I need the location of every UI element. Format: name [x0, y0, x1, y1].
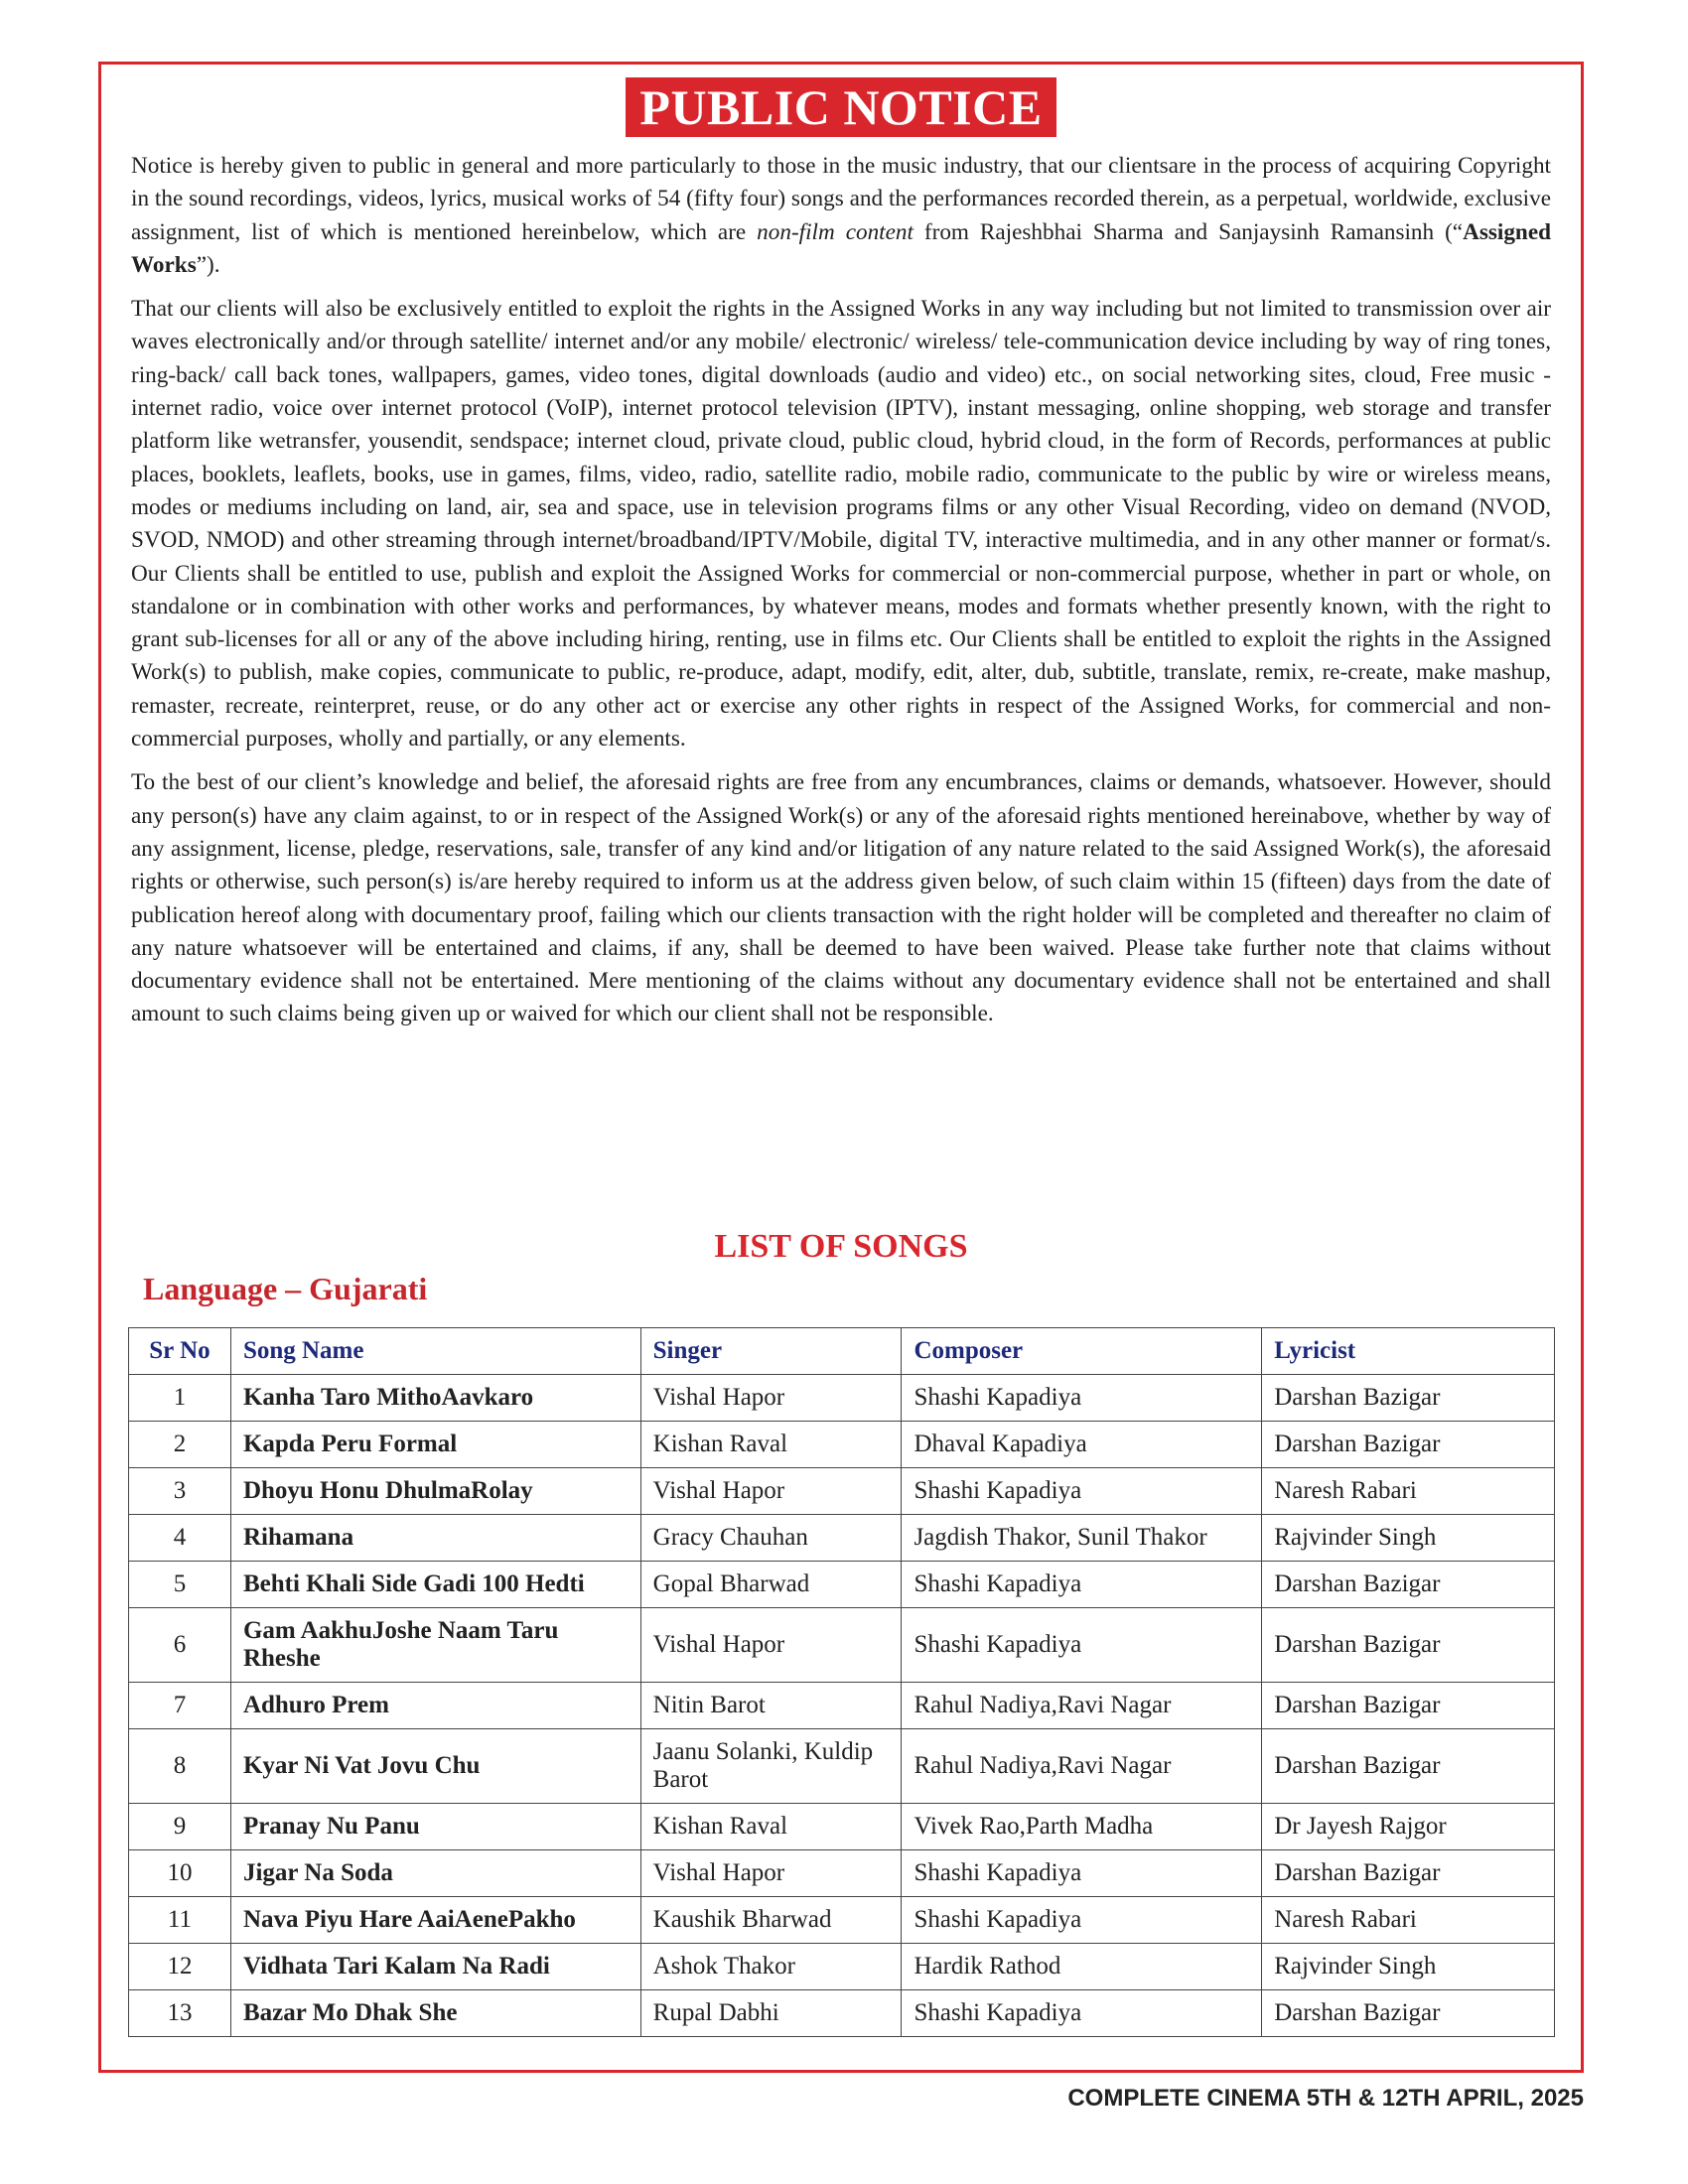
cell-song-name: Kyar Ni Vat Jovu Chu [230, 1729, 640, 1804]
cell-song-name: Adhuro Prem [230, 1683, 640, 1729]
cell-lyricist: Dr Jayesh Rajgor [1262, 1804, 1555, 1850]
cell-composer: Shashi Kapadiya [902, 1608, 1262, 1683]
cell-singer: Gracy Chauhan [640, 1515, 902, 1562]
cell-sr-no: 6 [129, 1608, 231, 1683]
header-composer: Composer [902, 1328, 1262, 1375]
cell-composer: Shashi Kapadiya [902, 1850, 1262, 1897]
cell-singer: Jaanu Solanki, Kuldip Barot [640, 1729, 902, 1804]
cell-composer: Vivek Rao,Parth Madha [902, 1804, 1262, 1850]
header-lyricist: Lyricist [1262, 1328, 1555, 1375]
cell-lyricist: Naresh Rabari [1262, 1897, 1555, 1944]
cell-singer: Vishal Hapor [640, 1468, 902, 1515]
cell-song-name: Nava Piyu Hare AaiAenePakho [230, 1897, 640, 1944]
cell-singer: Kishan Raval [640, 1804, 902, 1850]
paragraph-1-text-b: from Rajeshbhai Sharma and Sanjaysinh Ramansinh (“ [913, 218, 1464, 245]
cell-singer: Kishan Raval [640, 1422, 902, 1468]
cell-singer: Vishal Hapor [640, 1375, 902, 1422]
notice-frame [98, 62, 1584, 2073]
cell-composer: Jagdish Thakor, Sunil Thakor [902, 1515, 1262, 1562]
table-row [129, 1944, 1555, 1990]
table-row [129, 1729, 1555, 1804]
publication-footer: COMPLETE CINEMA 5TH & 12TH APRIL, 2025 [1067, 2085, 1584, 2112]
cell-song-name: Pranay Nu Panu [230, 1804, 640, 1850]
table-header-row [129, 1328, 1555, 1375]
table-row [129, 1375, 1555, 1422]
paragraph-1-text-c: ”). [196, 251, 220, 278]
cell-lyricist: Darshan Bazigar [1262, 1375, 1555, 1422]
songs-table [128, 1327, 1555, 2037]
table-row [129, 1562, 1555, 1608]
table-row [129, 1422, 1555, 1468]
notice-body [131, 150, 1551, 1031]
cell-singer: Gopal Bharwad [640, 1562, 902, 1608]
cell-singer: Rupal Dabhi [640, 1990, 902, 2037]
cell-song-name: Vidhata Tari Kalam Na Radi [230, 1944, 640, 1990]
cell-singer: Vishal Hapor [640, 1608, 902, 1683]
cell-sr-no: 10 [129, 1850, 231, 1897]
cell-composer: Shashi Kapadiya [902, 1897, 1262, 1944]
paragraph-1-italic: non-film content [757, 218, 914, 245]
notice-paragraph-1 [131, 150, 1551, 282]
cell-song-name: Gam AakhuJoshe Naam Taru Rheshe [230, 1608, 640, 1683]
cell-sr-no: 1 [129, 1375, 231, 1422]
cell-song-name: Bazar Mo Dhak She [230, 1990, 640, 2037]
cell-sr-no: 3 [129, 1468, 231, 1515]
paragraph-1-bold: Assigned Works [131, 218, 1552, 278]
table-row [129, 1897, 1555, 1944]
table-row [129, 1468, 1555, 1515]
cell-singer: Kaushik Bharwad [640, 1897, 902, 1944]
language-heading: Language – Gujarati [143, 1271, 428, 1306]
cell-song-name: Kanha Taro MithoAavkaro [230, 1375, 640, 1422]
header-song-name: Song Name [230, 1328, 640, 1375]
cell-composer: Shashi Kapadiya [902, 1375, 1262, 1422]
cell-lyricist: Darshan Bazigar [1262, 1608, 1555, 1683]
cell-sr-no: 4 [129, 1515, 231, 1562]
table-row [129, 1683, 1555, 1729]
cell-sr-no: 13 [129, 1990, 231, 2037]
cell-lyricist: Darshan Bazigar [1262, 1683, 1555, 1729]
cell-sr-no: 5 [129, 1562, 231, 1608]
notice-title: PUBLIC NOTICE [626, 77, 1055, 137]
table-row [129, 1608, 1555, 1683]
cell-composer: Dhaval Kapadiya [902, 1422, 1262, 1468]
cell-song-name: Jigar Na Soda [230, 1850, 640, 1897]
cell-composer: Shashi Kapadiya [902, 1562, 1262, 1608]
cell-singer: Vishal Hapor [640, 1850, 902, 1897]
paragraph-1-text-a: Notice is hereby given to public in general and more particularly to those in the music industry, that our clientsare in the process of acquiring Copyright in the sound recordings, videos, lyrics, musical works of 54 (fifty four) songs and the performances recorded therein, as a perpetual, worldwide, exclusive assignment, list of which is mentioned hereinbelow, which are [131, 153, 1551, 245]
cell-lyricist: Naresh Rabari [1262, 1468, 1555, 1515]
cell-song-name: Behti Khali Side Gadi 100 Hedti [230, 1562, 640, 1608]
table-row [129, 1804, 1555, 1850]
list-of-songs-heading: LIST OF SONGS [714, 1228, 968, 1265]
cell-song-name: Kapda Peru Formal [230, 1422, 640, 1468]
cell-sr-no: 7 [129, 1683, 231, 1729]
cell-song-name: Dhoyu Honu DhulmaRolay [230, 1468, 640, 1515]
cell-lyricist: Rajvinder Singh [1262, 1944, 1555, 1990]
title-wrap [101, 77, 1581, 137]
cell-sr-no: 12 [129, 1944, 231, 1990]
cell-composer: Shashi Kapadiya [902, 1990, 1262, 2037]
notice-paragraph-3: To the best of our client’s knowledge and belief, the aforesaid rights are free from any encumbrances, claims or demands, whatsoever. However, should any person(s) have any claim against, to or in respect of the Assigned Work(s) or any of the aforesaid rights mentioned hereinabove, whether by way of any assignment, license, pledge, reservations, sale, transfer of any kind and/or litigation of any nature related to the said Assigned Work(s), the aforesaid rights or otherwise, such person(s) is/are hereby required to inform us at the address given below, of such claim within 15 (fifteen) days from the date of publication hereof along with documentary proof, failing which our clients transaction with the right holder will be completed and thereafter no claim of any nature whatsoever will be entertained and claims, if any, shall be deemed to have been waived. Please take further note that claims without documentary evidence shall not be entertained. Mere mentioning of the claims without any documentary evidence shall not be entertained and shall amount to such claims being given up or waived for which our client shall not be responsible. [131, 769, 1551, 1027]
cell-lyricist: Rajvinder Singh [1262, 1515, 1555, 1562]
cell-sr-no: 8 [129, 1729, 231, 1804]
cell-sr-no: 9 [129, 1804, 231, 1850]
cell-lyricist: Darshan Bazigar [1262, 1422, 1555, 1468]
cell-lyricist: Darshan Bazigar [1262, 1850, 1555, 1897]
cell-composer: Hardik Rathod [902, 1944, 1262, 1990]
cell-singer: Nitin Barot [640, 1683, 902, 1729]
header-sr-no: Sr No [129, 1328, 231, 1375]
cell-singer: Ashok Thakor [640, 1944, 902, 1990]
header-singer: Singer [640, 1328, 902, 1375]
table-row [129, 1850, 1555, 1897]
cell-lyricist: Darshan Bazigar [1262, 1729, 1555, 1804]
cell-song-name: Rihamana [230, 1515, 640, 1562]
cell-composer: Rahul Nadiya,Ravi Nagar [902, 1683, 1262, 1729]
cell-sr-no: 2 [129, 1422, 231, 1468]
cell-lyricist: Darshan Bazigar [1262, 1990, 1555, 2037]
notice-paragraph-2: That our clients will also be exclusively entitled to exploit the rights in the Assigned Works in any way including but not limited to transmission over air waves electronically and/or through satellite/ internet and/or any mobile/ electronic/ wireless/ tele-communication device including by way of ring tones, ring-back/ call back tones, wallpapers, games, video tones, digital downloads (audio and video) etc., on social networking sites, cloud, Free music - internet radio, voice over internet protocol (VoIP), internet protocol television (IPTV), instant messaging, online shopping, web storage and transfer platform like wetransfer, yousendit, sendspace; internet cloud, private cloud, public cloud, hybrid cloud, in the form of Records, performances at public places, booklets, leaflets, books, use in games, films, video, radio, satellite radio, mobile radio, communicate to the public by wire or wireless means, modes or mediums including on land, air, sea and space, use in television programs films or any other Visual Recording, video on demand (NVOD, SVOD, NMOD) and other streaming through internet/broadband/IPTV/Mobile, digital TV, interactive multimedia, and in any other manner or format/s. Our Clients shall be entitled to use, publish and exploit the Assigned Works for commercial or non-commercial purpose, whether in part or whole, on standalone or in combination with other works and performances, by whatever means, modes and formats whether presently known, with the right to grant sub-licenses for all or any of the above including hiring, renting, use in films etc. Our Clients shall be entitled to exploit the rights in the Assigned Work(s) to publish, make copies, communicate to public, re-produce, adapt, modify, edit, alter, dub, subtitle, translate, remix, re-create, make mashup, remaster, recreate, reinterpret, reuse, or do any other act or exercise any other rights in respect of the Assigned Works, for commercial and non-commercial purposes, wholly and partially, or any elements. [131, 296, 1551, 752]
table-row [129, 1990, 1555, 2037]
cell-sr-no: 11 [129, 1897, 231, 1944]
table-row [129, 1515, 1555, 1562]
cell-composer: Rahul Nadiya,Ravi Nagar [902, 1729, 1262, 1804]
cell-composer: Shashi Kapadiya [902, 1468, 1262, 1515]
cell-lyricist: Darshan Bazigar [1262, 1562, 1555, 1608]
